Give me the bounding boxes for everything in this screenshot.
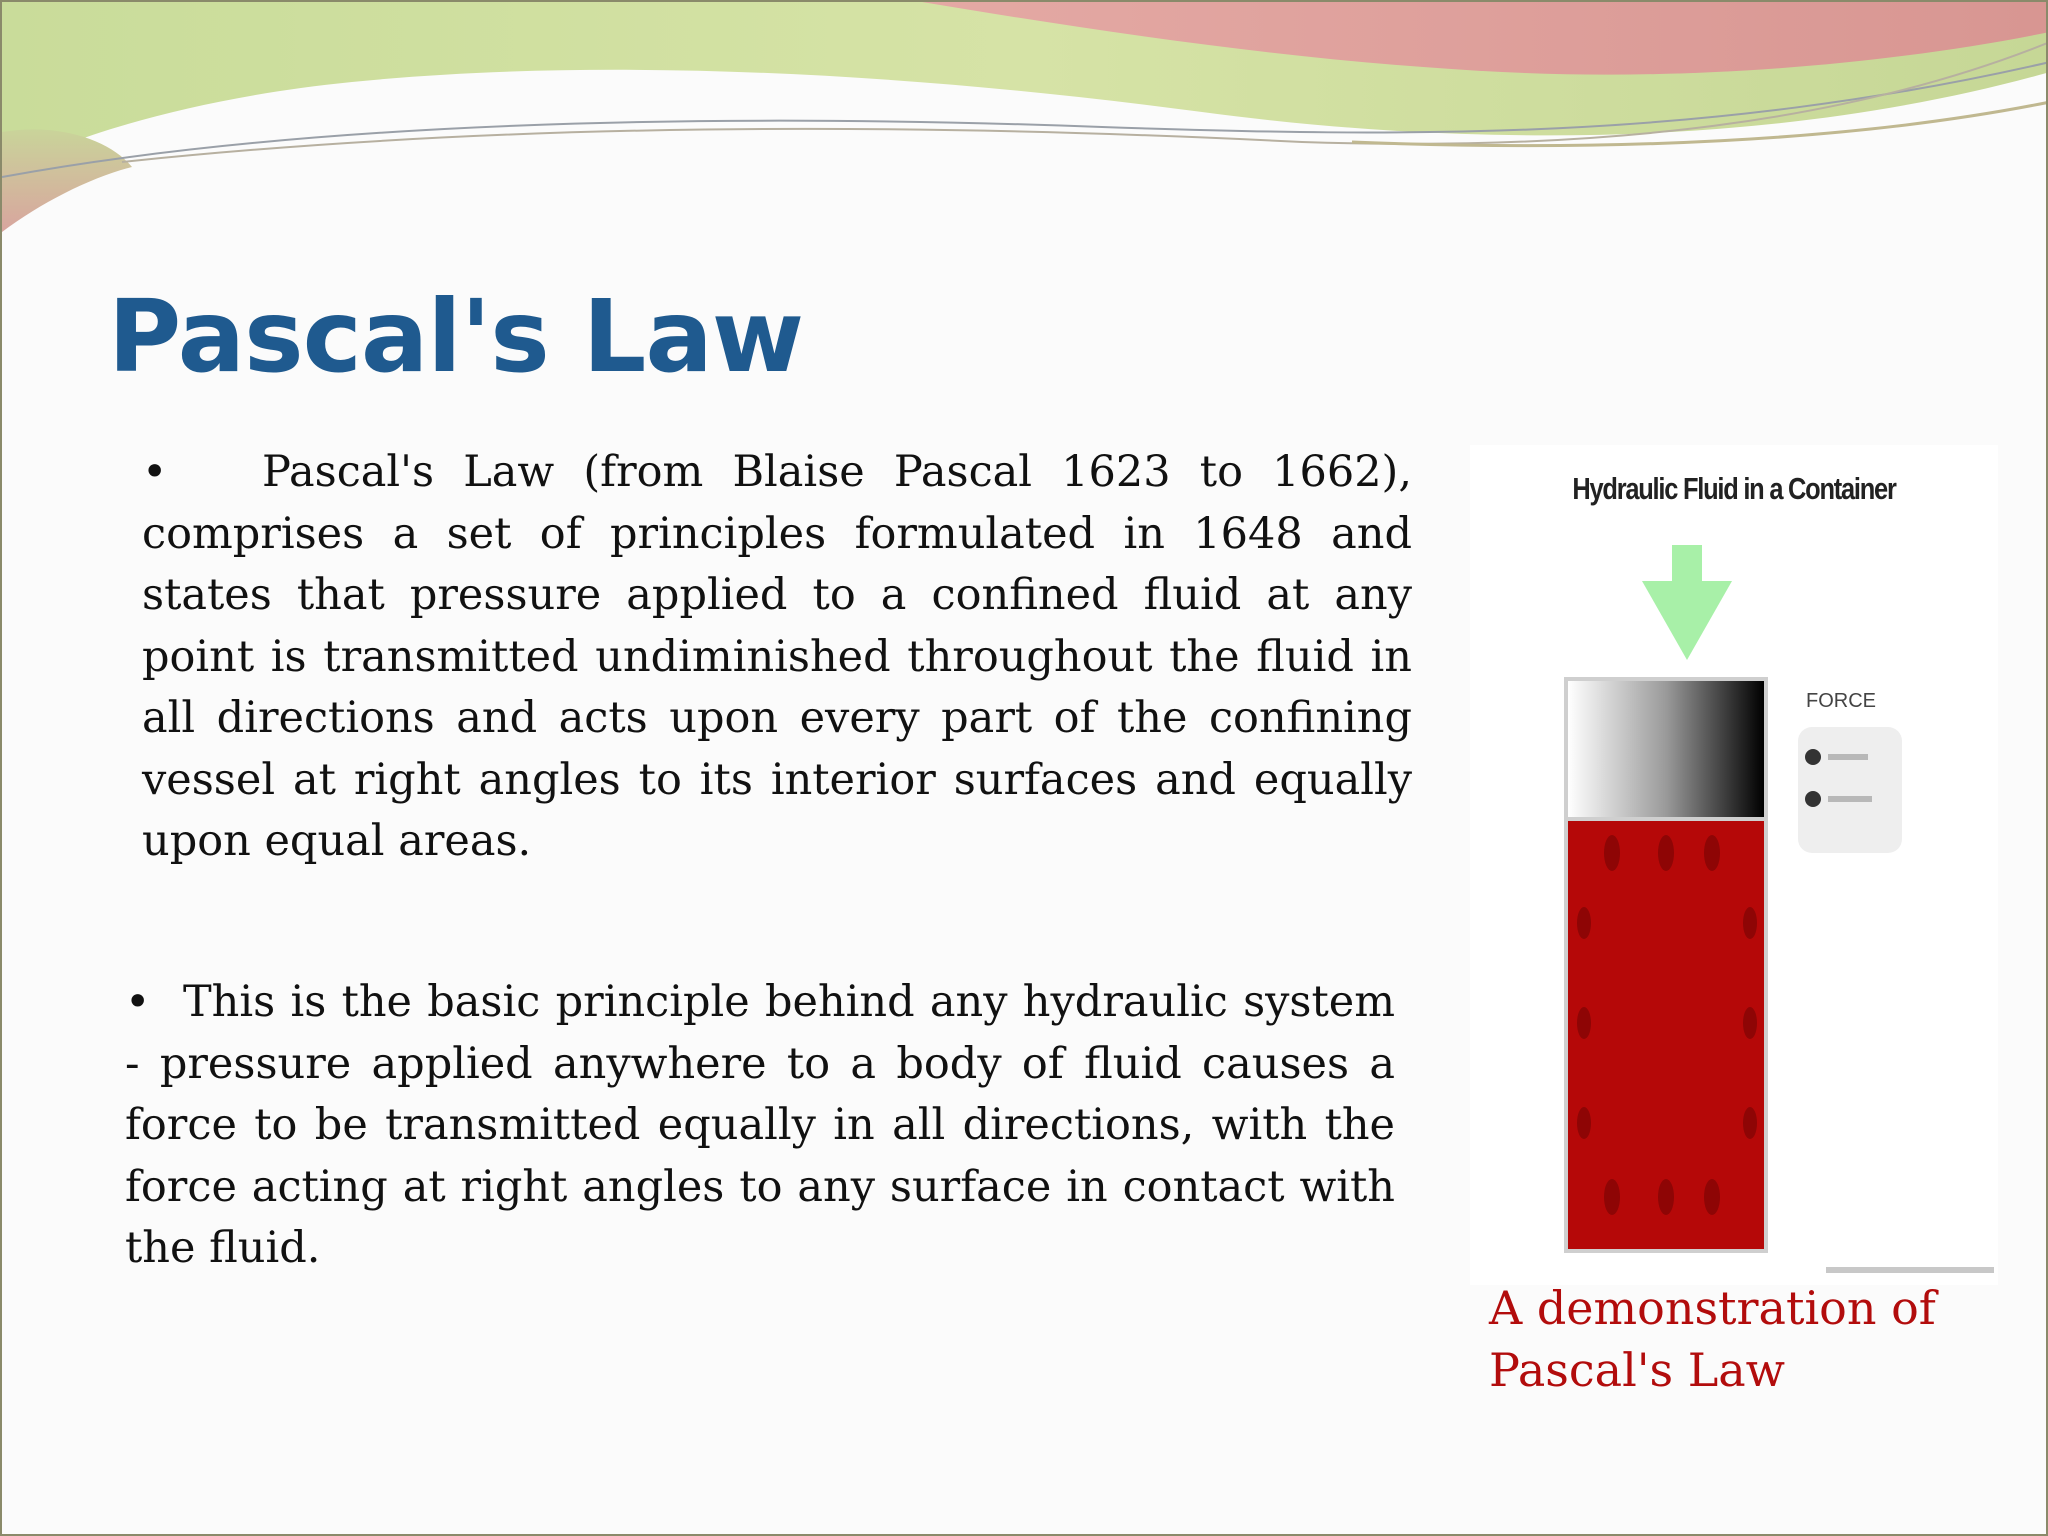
bullet-paragraph-1 bbox=[142, 442, 1412, 873]
slide-title: Pascal's Law bbox=[108, 278, 804, 395]
force-legend bbox=[1798, 690, 1902, 853]
copyright-line bbox=[1826, 1267, 1994, 1273]
bullet-marker: • bbox=[125, 977, 151, 1027]
figure-title: Hydraulic Fluid in a Container bbox=[1572, 471, 1896, 506]
piston bbox=[1568, 681, 1764, 817]
legend-heading: FORCE bbox=[1806, 690, 1876, 712]
bullet-text-1: Pascal's Law (from Blaise Pascal 1623 to 1662), comprises a set of principles formulated in 1648 and states that pressure applied to a confined fluid at any point is transmitted undiminished throughout the fluid in all directions and acts upon every part of the confining vessel at right angles to its interior surfaces and equally upon equal areas. bbox=[142, 447, 1412, 866]
header-wave-decoration bbox=[2, 2, 2048, 242]
bullet-text-2: This is the basic principle behind any hydraulic system - pressure applied anywhere to a body of fluid causes a force to be transmitted equally in all directions, with the force acting at right angles to any surface in contact with the fluid. bbox=[125, 977, 1395, 1273]
hydraulic-diagram bbox=[1470, 445, 1998, 1285]
figure-caption: A demonstration of Pascal's Law bbox=[1489, 1281, 1936, 1397]
bullet-paragraph-2 bbox=[125, 972, 1395, 1280]
bullet-marker: • bbox=[142, 447, 168, 497]
hydraulic-container-figure bbox=[1470, 445, 1998, 1285]
force-arrow-icon bbox=[1642, 545, 1732, 660]
